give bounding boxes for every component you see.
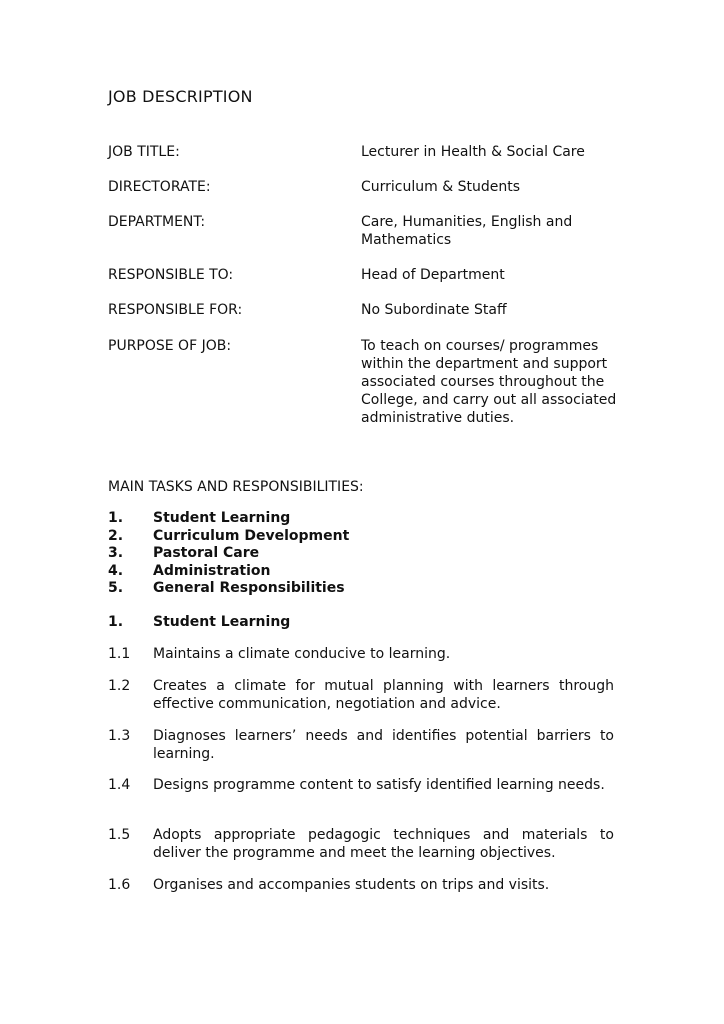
- list-item-number: 3.: [108, 545, 124, 562]
- field-value-directorate: Curriculum & Students: [361, 179, 520, 195]
- list-item: [108, 528, 349, 546]
- list-item-label: General Responsibilities: [153, 580, 345, 597]
- responsibility-item-1-6: [108, 877, 614, 895]
- field-label-job-title: JOB TITLE:: [108, 144, 180, 160]
- field-value-responsible-to: Head of Department: [361, 267, 505, 283]
- list-item-label: Pastoral Care: [153, 545, 260, 562]
- field-label-department: DEPARTMENT:: [108, 214, 206, 230]
- item-number: 1.5: [108, 827, 131, 843]
- field-label-purpose-of-job: PURPOSE OF JOB:: [108, 338, 232, 354]
- main-tasks-summary-list: [108, 510, 349, 598]
- item-text: Maintains a climate conducive to learning.: [153, 646, 451, 662]
- field-label-responsible-for: RESPONSIBLE FOR:: [108, 302, 243, 318]
- list-item-number: 4.: [108, 562, 124, 579]
- list-item-number: 2.: [108, 527, 124, 544]
- list-item: [108, 563, 349, 581]
- list-item: [108, 545, 349, 563]
- item-text: Diagnoses learners’ needs and identifies potential barriers to learning.: [153, 728, 614, 762]
- field-value-purpose-of-job: To teach on courses/ programmes within the department and support associated courses throughout the College, and carry out all associated administrative duties.: [361, 338, 617, 426]
- field-value-department: Care, Humanities, English and Mathematics: [361, 214, 573, 248]
- item-number: 1.1: [108, 646, 131, 662]
- list-item-number: 5.: [108, 580, 124, 597]
- responsibility-item-1-4: [108, 777, 614, 795]
- item-number: 1.4: [108, 777, 131, 793]
- list-item-number: 1.: [108, 510, 124, 526]
- item-number: 1.6: [108, 877, 131, 893]
- responsibility-item-1-1: [108, 646, 614, 664]
- main-tasks-heading: MAIN TASKS AND RESPONSIBILITIES:: [108, 479, 364, 495]
- list-item: [108, 510, 349, 528]
- item-text: Designs programme content to satisfy identified learning needs.: [153, 777, 605, 793]
- item-number: 1.2: [108, 678, 131, 694]
- list-item-label: Administration: [153, 562, 271, 579]
- section-number: 1.: [108, 614, 124, 630]
- responsibility-item-1-5: [108, 827, 614, 862]
- field-label-directorate: DIRECTORATE:: [108, 179, 211, 195]
- list-item-label: Curriculum Development: [153, 527, 350, 544]
- section-title: Student Learning: [153, 614, 291, 630]
- section-heading-student-learning: [108, 613, 290, 631]
- document-title: JOB DESCRIPTION: [108, 87, 253, 106]
- field-label-responsible-to: RESPONSIBLE TO:: [108, 267, 234, 283]
- item-text: Organises and accompanies students on trips and visits.: [153, 877, 550, 893]
- item-text: Adopts appropriate pedagogic techniques and materials to deliver the programme and meet the learning objectives.: [153, 827, 614, 861]
- item-number: 1.3: [108, 728, 131, 744]
- responsibility-item-1-3: [108, 728, 614, 763]
- list-item: [108, 580, 349, 598]
- list-item-label: Student Learning: [153, 510, 291, 526]
- responsibility-item-1-2: [108, 678, 614, 713]
- item-text: Creates a climate for mutual planning with learners through effective communication, negotiation and advice.: [153, 678, 614, 712]
- field-value-job-title: Lecturer in Health & Social Care: [361, 144, 585, 160]
- field-value-responsible-for: No Subordinate Staff: [361, 302, 507, 318]
